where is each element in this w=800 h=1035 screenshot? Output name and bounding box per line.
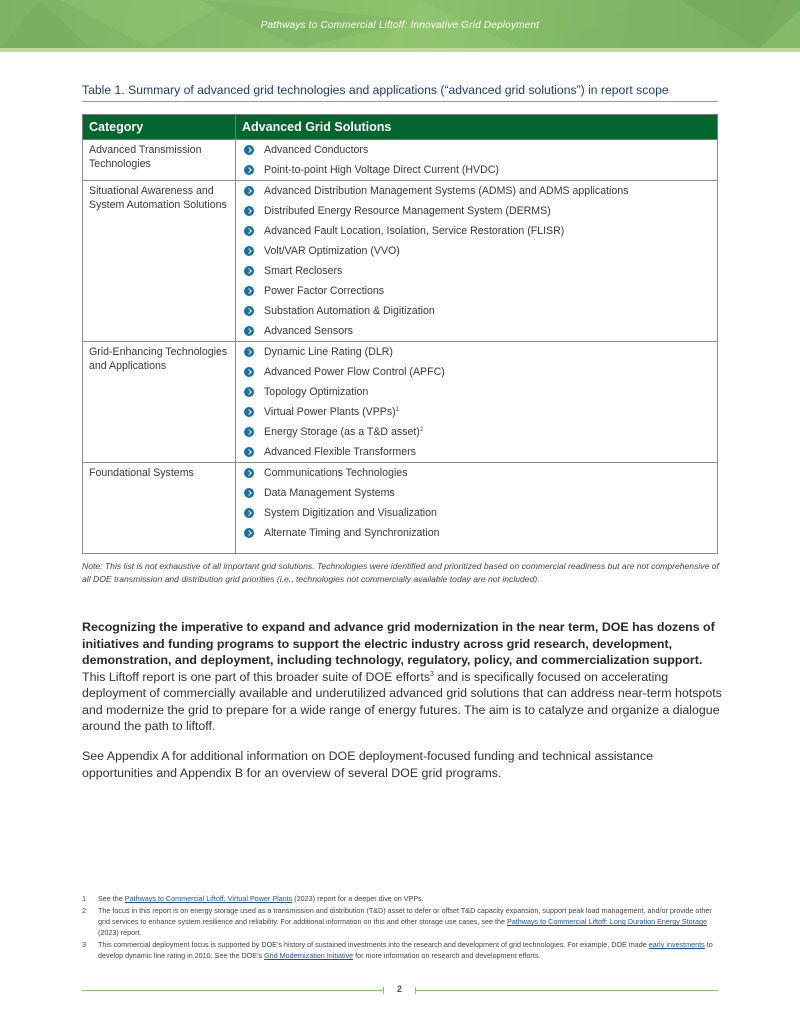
chevron-right-circle-icon	[244, 226, 254, 236]
vpp-report-link[interactable]: Pathways to Commercial Liftoff: Virtual Power Plants	[124, 894, 293, 903]
solution-item: Advanced Conductors	[244, 140, 717, 160]
solution-item: Advanced Power Flow Control (APFC)	[244, 362, 717, 382]
solution-item: System Digitization and Visualization	[244, 503, 717, 523]
page-number: 2	[396, 984, 402, 994]
chevron-right-circle-icon	[244, 407, 254, 417]
footnotes	[82, 893, 722, 962]
chevron-right-circle-icon	[244, 528, 254, 538]
page-footer	[82, 985, 718, 997]
chevron-right-circle-icon	[244, 206, 254, 216]
chevron-right-circle-icon	[244, 447, 254, 457]
table-note: Note: This list is not exhaustive of all important grid solutions. Technologies were identified and prioritized based on commercial readiness but are not comprehensive of all DOE transmission and distribution grid priorities (i.e., technologies not commercially available today are not included).	[82, 561, 719, 584]
chevron-right-circle-icon	[244, 468, 254, 478]
table-row	[83, 342, 718, 463]
chevron-right-circle-icon	[244, 266, 254, 276]
chevron-right-circle-icon	[244, 367, 254, 377]
solution-item: Point-to-point High Voltage Direct Current (HVDC)	[244, 160, 717, 180]
footnote-ref: 2	[419, 427, 424, 433]
grid-modernization-initiative-link[interactable]: Grid Modernization Initiative	[264, 951, 354, 960]
solution-item: Energy Storage (as a T&D asset) $^2$	[244, 422, 717, 442]
category-cell: Situational Awareness and System Automation Solutions	[83, 181, 236, 342]
solution-item: Substation Automation & Digitization	[244, 301, 717, 321]
column-header-category: Category	[83, 115, 236, 140]
footnote-3: 3 This commercial deployment focus is supported by DOE’s history of sustained investments into the research and development of grid technologies. For example, DOE made early investments to develop dynamic line rating in 2010. See the DOE’s Grid Modernization Initiative for more information on research and development efforts.	[82, 940, 713, 960]
category-cell: Foundational Systems	[83, 463, 236, 554]
chevron-right-circle-icon	[244, 427, 254, 437]
chevron-right-circle-icon	[244, 286, 254, 296]
solutions-cell	[236, 140, 718, 181]
chevron-right-circle-icon	[244, 488, 254, 498]
solution-item: Advanced Distribution Management Systems (ADMS) and ADMS applications	[244, 181, 717, 201]
footnote-1: 1 See the Pathways to Commercial Liftoff: Virtual Power Plants (2023) report for a deeper dive on VPPs.	[82, 894, 424, 903]
solutions-table	[82, 114, 718, 554]
table-row	[83, 140, 718, 181]
solution-item: Advanced Flexible Transformers	[244, 442, 717, 462]
chevron-right-circle-icon	[244, 246, 254, 256]
body-paragraph-2: See Appendix A for additional information on DOE deployment-focused funding and technical assistance opportunities and Appendix B for an overview of several DOE grid programs.	[82, 749, 654, 780]
solution-item: Data Management Systems	[244, 483, 717, 503]
solution-item: Communications Technologies	[244, 463, 717, 483]
chevron-right-circle-icon	[244, 508, 254, 518]
column-header-solutions: Advanced Grid Solutions	[236, 115, 718, 140]
solution-item: Dynamic Line Rating (DLR)	[244, 342, 717, 362]
footer-rule-right	[415, 990, 718, 991]
chevron-right-circle-icon	[244, 165, 254, 175]
ldes-report-link[interactable]: Pathways to Commercial Liftoff: Long Duration Energy Storage	[506, 917, 708, 926]
solution-item: Alternate Timing and Synchronization	[244, 523, 717, 543]
footer-rule-left	[82, 990, 384, 991]
footnote-2: 2 The focus in this report is on energy storage used as a transmission and distribution (T&D) asset to defer or offset T&D capacity expansion, support peak load management, and/or provide other grid services to enhance system resilience and reliability. For additional information on this and other storage use cases, see the Pathways to Commercial Liftoff: Long Duration Energy Storage (2023) report.	[82, 906, 712, 937]
table-row	[83, 181, 718, 342]
solution-item: Volt/VAR Optimization (VVO)	[244, 241, 717, 261]
solution-item: Power Factor Corrections	[244, 281, 717, 301]
chevron-right-circle-icon	[244, 306, 254, 316]
early-investments-link[interactable]: early investments	[648, 940, 705, 949]
solution-item: Advanced Sensors	[244, 321, 717, 341]
solutions-cell	[236, 463, 718, 554]
solution-item: Distributed Energy Resource Management System (DERMS)	[244, 201, 717, 221]
category-cell: Advanced Transmission Technologies	[83, 140, 236, 181]
chevron-right-circle-icon	[244, 387, 254, 397]
footnote-ref: 3	[430, 670, 434, 678]
table-caption: Table 1. Summary of advanced grid technologies and applications (“advanced grid solutions”) in report scope	[82, 83, 718, 102]
solution-item: Smart Reclosers	[244, 261, 717, 281]
table-row	[83, 463, 718, 554]
document-title: Pathways to Commercial Liftoff: Innovative Grid Deployment	[260, 20, 540, 31]
chevron-right-circle-icon	[244, 186, 254, 196]
solutions-cell	[236, 181, 718, 342]
table-header-row	[83, 115, 718, 140]
chevron-right-circle-icon	[244, 326, 254, 336]
chevron-right-circle-icon	[244, 347, 254, 357]
body-paragraph-1: Recognizing the imperative to expand and advance grid modernization in the near term, DOE has dozens of initiatives and funding programs to support the electric industry across grid research, development, demonstration, and deployment, including technology, regulatory, policy, and commercialization support. This Liftoff report is one part of this broader suite of DOE efforts$^3$ and is specifically focused on accelerating deployment of commercially available and underutilized advanced grid solutions that can address near-term hotspots and modernize the grid to prepare for a wide range of energy futures. The aim is to catalyze and organize a dialogue around the path to liftoff.	[82, 620, 722, 733]
category-cell: Grid-Enhancing Technologies and Applications	[83, 342, 236, 463]
solution-item: Virtual Power Plants (VPPs) $^1$	[244, 402, 717, 422]
footnote-ref: 1	[395, 407, 400, 413]
paragraph-lead-bold: Recognizing the imperative to expand and advance grid modernization in the near term, DOE has dozens of initiatives and funding programs to support the electric industry across grid research, development, demonstration, and deployment, including technology, regulatory, policy, and commercialization support.	[82, 620, 715, 667]
solution-item: Topology Optimization	[244, 382, 717, 402]
solution-item: Advanced Fault Location, Isolation, Service Restoration (FLISR)	[244, 221, 717, 241]
solutions-cell	[236, 342, 718, 463]
chevron-right-circle-icon	[244, 145, 254, 155]
